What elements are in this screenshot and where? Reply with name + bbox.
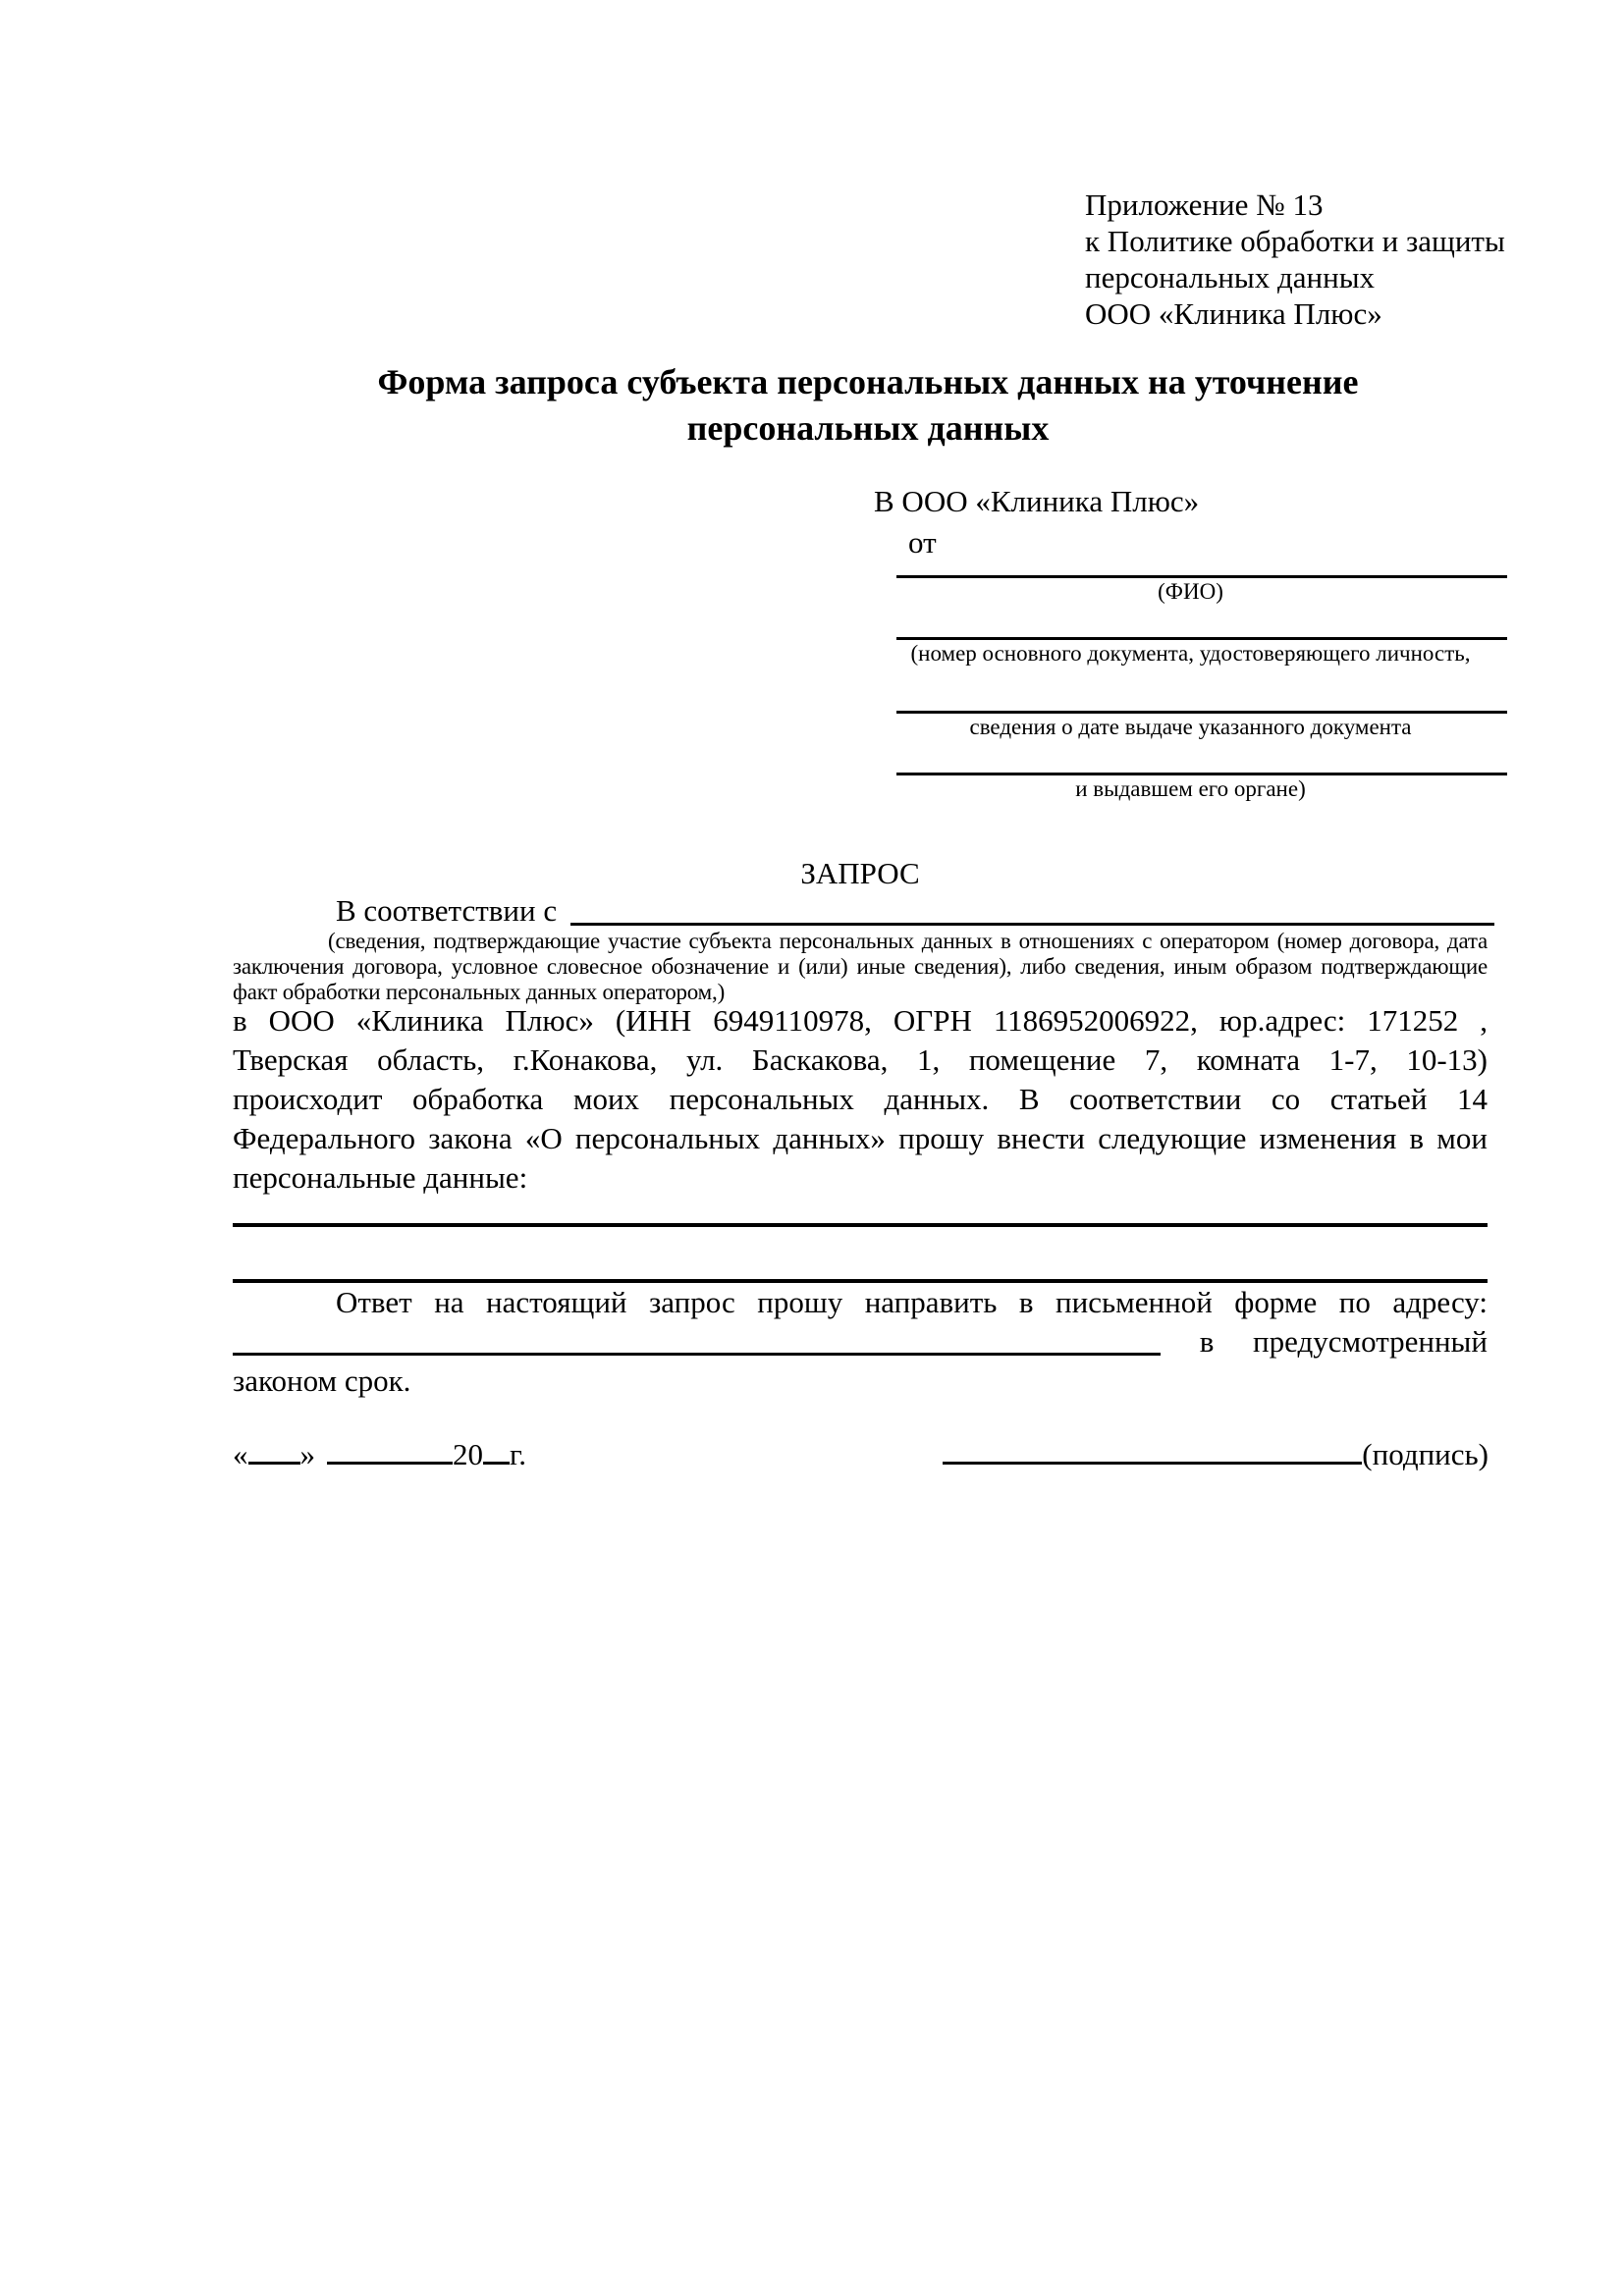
basis-footnote: (сведения, подтверждающие участие субъекта персональных данных в отношениях с оператором (номер договора, дата заключения договора, условное словесное обозначение и (или) иные сведения), либо сведения, иным образом подтверждающие факт обработки персональных данных оператором,) [233,929,1488,1004]
date-year-blank[interactable] [483,1458,510,1465]
reply-word-stipulated: предусмотренный [1253,1324,1488,1359]
date-group [233,1435,526,1474]
fio-caption: (ФИО) [1158,579,1223,604]
reply-address-row [233,1322,1488,1362]
body-line: Тверская область, г.Конакова, ул. Баскакова, 1, помещение 7, комната 1-7, 10-13) [233,1042,1488,1077]
body-line: в ООО «Клиника Плюс» (ИНН 6949110978, ОГРН 1186952006922, юр.адрес: 171252 , [233,1003,1488,1038]
date-signature-row [233,1435,1489,1474]
appendix-note [1085,187,1596,332]
date-close-quote: » [299,1437,315,1471]
basis-prefix: В соответствии с [336,893,558,928]
doc-number-blank-line[interactable] [896,605,1507,640]
issuing-authority-blank-line[interactable] [896,740,1507,775]
addressee-from-label: от [908,525,937,560]
appendix-line: к Политике обработки и защиты [1085,224,1505,258]
page-title [241,359,1495,452]
signature-group [943,1435,1489,1474]
basis-row [233,891,1494,931]
fio-blank-line[interactable] [896,558,1507,578]
signature-blank-line[interactable] [943,1458,1362,1465]
reply-line: законом срок. [233,1363,411,1398]
issue-date-caption: сведения о дате выдаче указанного документа [969,715,1412,739]
signature-caption: (подпись) [1362,1437,1489,1471]
issue-date-blank-line[interactable] [896,667,1507,714]
body-line: происходит обработка моих персональных данных. В соответствии со статьей 14 [233,1082,1488,1116]
date-month-blank[interactable] [327,1458,453,1465]
date-open-quote: « [233,1437,248,1471]
doc-number-caption: (номер основного документа, удостоверяющего личность, [910,641,1471,666]
body-line: Федерального закона «О персональных данных» прошу внести следующие изменения в мои [233,1121,1488,1155]
request-body-paragraph [233,1001,1488,1198]
reply-address-blank-line[interactable] [233,1353,1161,1356]
issuing-authority-caption: и выдавшем его органе) [1075,776,1306,801]
appendix-line: персональных данных [1085,260,1376,294]
appendix-line: ООО «Клиника Плюс» [1085,296,1382,331]
page-title-line: персональных данных [686,408,1050,448]
addressee-block [874,483,1507,802]
changes-blank-line-1[interactable] [233,1223,1488,1227]
reply-line: Ответ на настоящий запрос прошу направить в письменной форме по адресу: [336,1285,1488,1319]
body-line: персональные данные: [233,1160,528,1195]
appendix-line: Приложение № 13 [1085,187,1324,222]
date-year-prefix: 20 [453,1437,483,1471]
date-year-suffix: г. [510,1437,526,1471]
request-heading: ЗАПРОС [800,856,920,890]
date-day-blank[interactable] [248,1458,300,1465]
page-title-line: Форма запроса субъекта персональных данных на уточнение [377,362,1359,401]
addressee-to: В ООО «Клиника Плюс» [874,484,1200,518]
reply-word-in: в [1199,1324,1215,1359]
reply-paragraph [233,1283,1488,1401]
basis-blank-line[interactable] [570,891,1494,926]
